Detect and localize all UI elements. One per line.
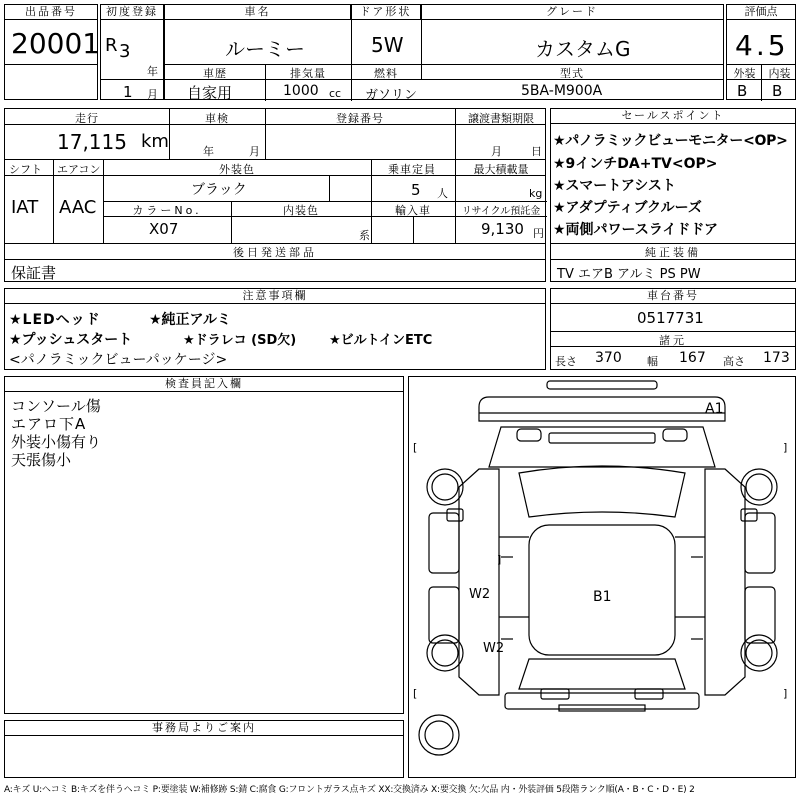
width-label: 幅 xyxy=(647,355,658,368)
bracket-right-2: ] xyxy=(783,441,788,454)
model-label: 型式 xyxy=(560,67,584,80)
recycle-value: 9,130 xyxy=(481,220,524,238)
import-label: 輸入車 xyxy=(395,204,431,217)
inspector-line-4: 天張傷小 xyxy=(11,451,72,469)
displacement-value: 1000 xyxy=(283,83,319,99)
bracket-right-3: ] xyxy=(783,687,788,700)
sales-points-label: セールスポイント xyxy=(551,109,795,124)
height-label: 高さ xyxy=(723,355,745,368)
exterior-label: 外装 xyxy=(733,67,756,80)
maxload-unit: kg xyxy=(529,187,543,200)
chassis-value: 0517731 xyxy=(637,309,704,327)
mileage-unit: km xyxy=(141,131,169,152)
door-value: 5W xyxy=(371,33,404,57)
capacity-value: 5 xyxy=(411,181,421,199)
era-value: R xyxy=(105,35,118,56)
width-value: 167 xyxy=(679,350,706,366)
bracket-left-2: [ xyxy=(413,687,418,700)
history-value: 自家用 xyxy=(187,84,233,102)
damage-mark-b1: B1 xyxy=(593,589,612,605)
sales-point-4: ★アダプティブクルーズ xyxy=(553,200,702,216)
note-dashcam: ★ドラレコ (SD欠) xyxy=(183,333,297,348)
capacity-label: 乗車定員 xyxy=(388,163,436,176)
lot-number-label: 出品番号 xyxy=(5,5,97,20)
year-unit: 年 xyxy=(147,65,158,78)
car-name-label: 車名 xyxy=(165,5,351,20)
aircon-label: エアコン xyxy=(57,163,101,176)
exterior-color-label: 外装色 xyxy=(219,163,255,176)
damage-mark-w2-lower: W2 xyxy=(483,641,505,656)
legend-text: A:キズ U:ヘコミ B:キズを伴うヘコミ P:要塗装 W:補修跡 S:錆 C:腐食 G:フロントガラス点キズ XX:交換済み X:要交換 欠:欠品 内・外装評価 5段階ランク順(A・B・C・D・E) 2 xyxy=(4,785,695,795)
interior-color-label: 内装色 xyxy=(283,204,319,217)
score-label: 評価点 xyxy=(727,5,795,20)
grade-value: カスタムG xyxy=(535,37,631,61)
history-label: 車歴 xyxy=(203,67,227,80)
damage-mark-a1: A1 xyxy=(705,401,724,417)
displacement-label: 排気量 xyxy=(290,67,326,80)
lot-number-value: 20001 xyxy=(11,27,101,60)
note-led-head: ★LEDヘッド xyxy=(9,312,101,328)
displacement-unit: cc xyxy=(329,87,342,100)
mileage-value: 17,115 xyxy=(57,130,127,154)
interior-grade: B xyxy=(772,82,783,100)
length-label: 長さ xyxy=(555,355,577,368)
model-value: 5BA-M900A xyxy=(521,83,603,99)
sales-point-5: ★両側パワースライドドア xyxy=(553,222,719,238)
inspection-month-unit: 月 xyxy=(249,145,260,158)
first-registration-label: 初度登録 xyxy=(101,5,163,20)
sales-point-2: ★9インチDA+TV<OP> xyxy=(553,156,718,172)
first-registration-box xyxy=(100,4,164,100)
car-diagram xyxy=(409,377,795,777)
inspector-box xyxy=(4,376,404,714)
recycle-label: リサイクル預託金 xyxy=(461,206,541,217)
standard-equipment-value: TV エアB アルミ PS PW xyxy=(557,267,701,282)
inspection-year-unit: 年 xyxy=(203,145,214,158)
sales-point-3: ★スマートアシスト xyxy=(553,178,676,194)
color-number-value: X07 xyxy=(149,220,179,238)
note-push-start: ★プッシュスタート xyxy=(9,332,133,348)
transfer-month-unit: 月 xyxy=(491,145,502,158)
year-number: 3 xyxy=(119,41,131,62)
height-value: 173 xyxy=(763,350,790,366)
vehicle-info-box xyxy=(164,4,724,103)
transfer-day-unit: 日 xyxy=(531,145,542,158)
door-label: ドア形状 xyxy=(351,5,421,20)
note-package: <パノラミックビューパッケージ> xyxy=(9,352,228,368)
maxload-label: 最大積載量 xyxy=(473,163,529,176)
capacity-unit: 人 xyxy=(437,187,448,200)
lot-number-box xyxy=(4,4,101,100)
shift-label: シフト xyxy=(9,163,42,176)
office-label: 事務局よりご案内 xyxy=(5,721,403,736)
score-box xyxy=(726,4,796,100)
inspector-line-1: コンソール傷 xyxy=(11,397,101,415)
notes-box xyxy=(4,288,546,370)
color-number-label: カラーNo. xyxy=(132,204,202,217)
later-parts-label: 後日発送部品 xyxy=(233,246,317,259)
registration-label: 登録番号 xyxy=(336,112,384,125)
chassis-box xyxy=(550,288,796,370)
transfer-label: 譲渡書類期限 xyxy=(468,112,534,125)
grade-label: グレード xyxy=(421,5,723,20)
details-box xyxy=(4,108,546,282)
bracket-right-1: ] xyxy=(497,553,502,566)
sales-point-1: ★パノラミックビューモニター<OP> xyxy=(553,133,788,149)
bracket-left-1: [ xyxy=(413,441,418,454)
length-value: 370 xyxy=(595,350,622,366)
aircon-value: AAC xyxy=(59,197,97,218)
chassis-label: 車台番号 xyxy=(551,289,795,304)
month-unit: 月 xyxy=(147,88,158,101)
recycle-unit: 円 xyxy=(533,227,544,240)
notes-label: 注意事項欄 xyxy=(5,289,545,304)
note-genuine-alloy: ★純正アルミ xyxy=(149,312,231,328)
exterior-color-value: ブラック xyxy=(191,182,247,198)
shift-value: IAT xyxy=(11,197,39,218)
interior-color-unit: 系 xyxy=(359,229,370,242)
car-name-value: ルーミー xyxy=(225,37,305,61)
spec-label: 諸元 xyxy=(659,334,687,347)
standard-equipment-label: 純正装備 xyxy=(645,246,701,259)
note-etc: ★ビルトインETC xyxy=(329,333,433,348)
later-parts-value: 保証書 xyxy=(11,264,57,282)
inspector-line-2: エアロ下A xyxy=(11,415,87,433)
interior-label: 内装 xyxy=(768,67,791,80)
score-value: 4.5 xyxy=(735,29,789,62)
mileage-label: 走行 xyxy=(75,112,99,125)
fuel-label: 燃料 xyxy=(374,67,398,80)
month-number: 1 xyxy=(123,83,133,101)
inspection-label: 車検 xyxy=(205,112,229,125)
inspector-label: 検査員記入欄 xyxy=(5,377,403,392)
exterior-grade: B xyxy=(737,82,748,100)
office-box xyxy=(4,720,404,778)
car-diagram-box xyxy=(408,376,796,778)
damage-mark-w2-upper: W2 xyxy=(469,587,491,602)
sales-points-box xyxy=(550,108,796,282)
fuel-value: ガソリン xyxy=(365,88,418,103)
inspector-line-3: 外装小傷有り xyxy=(11,433,102,451)
